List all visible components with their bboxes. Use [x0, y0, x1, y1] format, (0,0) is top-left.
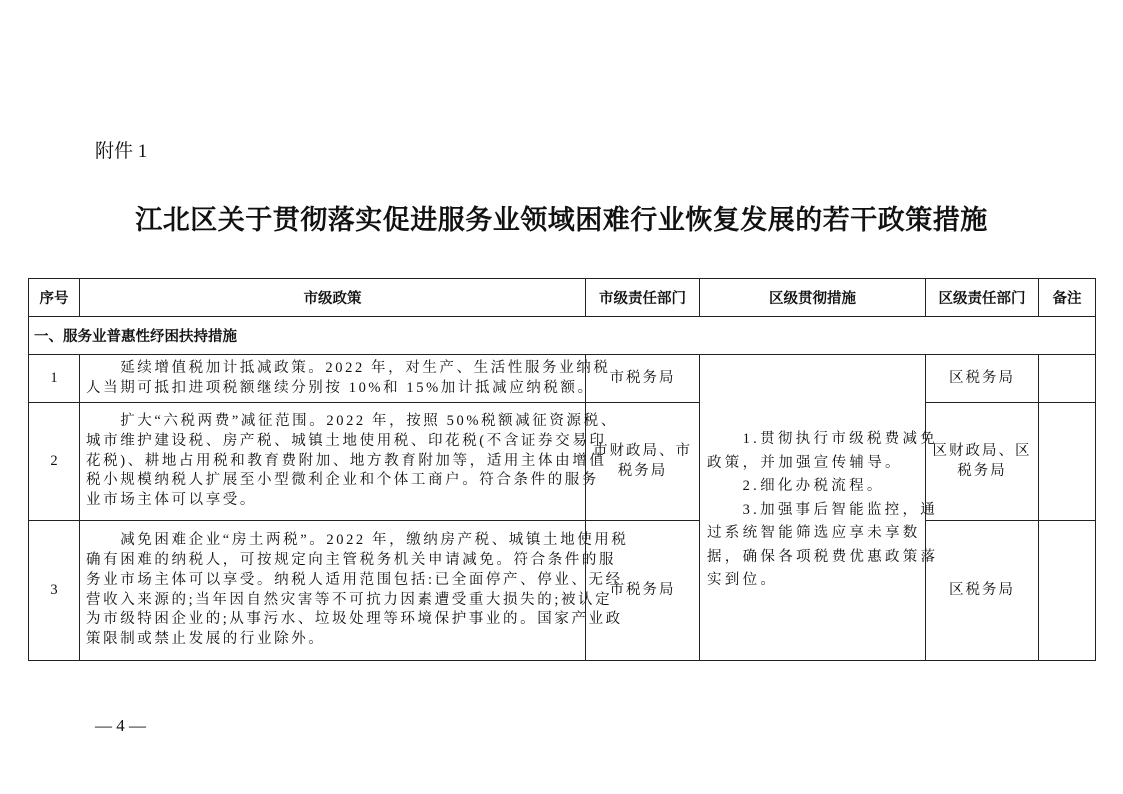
text-line: 市税务局	[609, 369, 676, 386]
document-title: 江北区关于贯彻落实促进服务业领域困难行业恢复发展的若干政策措施	[135, 205, 988, 235]
header-cell: 市级责任部门	[586, 279, 700, 317]
text-line: 市财政局、市	[593, 442, 692, 459]
text-line: 政策，并加强宣传辅导。	[707, 454, 903, 471]
text-line: 人当期可抵扣进项税额继续分别按 10%和 15%加计抵减应纳税额。	[86, 379, 595, 396]
header-cell: 区级责任部门	[926, 279, 1039, 317]
row-number: 2	[29, 403, 80, 521]
attachment-label: 附件 1	[95, 141, 148, 162]
table-row	[29, 355, 1096, 403]
district-dept-cell	[926, 355, 1039, 403]
text-line: 策限制或禁止发展的行业除外。	[86, 630, 326, 647]
district-measures-cell	[700, 355, 939, 661]
text-line: 税务局	[617, 462, 668, 479]
city-policy-cell	[80, 355, 611, 403]
text-line: 1.贯彻执行市级税费减免	[707, 431, 939, 447]
row-number: 1	[29, 355, 80, 403]
text-line: 花税)、耕地占用税和教育费附加、地方教育附加等，适用主体由增值	[86, 452, 607, 469]
note-cell	[1039, 403, 1096, 521]
header-cell: 序号	[29, 279, 80, 317]
text-line: 扩大“六税两费”减征范围。2022 年，按照 50%税额减征资源税、	[86, 413, 618, 430]
policy-table	[28, 278, 1096, 661]
text-line: 城市维护建设税、房产税、城镇土地使用税、印花税(不含证券交易印	[86, 432, 607, 449]
text-line: 区税务局	[949, 581, 1015, 598]
text-line: 为市级特困企业的;从事污水、垃圾处理等环境保护事业的。国家产业政	[86, 611, 623, 628]
page-number: — 4 —	[95, 716, 146, 735]
city-policy-cell	[80, 403, 618, 521]
text-line: 实到位。	[707, 572, 779, 588]
text-line: 业市场主体可以享受。	[86, 492, 257, 509]
text-line: 区税务局	[949, 369, 1015, 386]
section-row	[29, 317, 1096, 355]
text-line: 确有困难的纳税人，可按规定向主管税务机关申请减免。符合条件的服	[86, 552, 617, 569]
text-line: 2.细化办税流程。	[707, 478, 885, 494]
district-dept-cell	[926, 521, 1039, 661]
header-cell: 区级贯彻措施	[700, 279, 926, 317]
note-cell	[1039, 355, 1096, 403]
section-heading: 一、服务业普惠性纾困扶持措施	[29, 317, 1096, 355]
text-line: 营收入来源的;当年因自然灾害等不可抗力因素遭受重大损失的;被认定	[86, 591, 613, 608]
text-line: 延续增值税加计抵减政策。2022 年，对生产、生活性服务业纳税	[86, 359, 611, 376]
table-header-row	[29, 279, 1096, 317]
district-dept-cell	[926, 403, 1039, 521]
text-line: 过系统智能筛选应享未享数	[707, 525, 921, 541]
text-line: 务业市场主体可以享受。纳税人适用范围包括:已全面停产、停业、无经	[86, 571, 623, 588]
text-line: 减免困难企业“房土两税”。2022 年，缴纳房产税、城镇土地使用税	[86, 532, 629, 549]
header-cell: 市级政策	[80, 279, 586, 317]
row-number: 3	[29, 521, 80, 661]
text-line: 3.加强事后智能监控，通	[707, 501, 939, 518]
note-cell	[1039, 521, 1096, 661]
table-row	[29, 521, 1096, 661]
text-line: 市税务局	[609, 581, 676, 598]
text-line: 税小规模纳税人扩展至小型微利企业和个体工商户。符合条件的服务	[86, 472, 599, 489]
text-line: 据，确保各项税费优惠政策落	[707, 548, 939, 565]
text-line: 区财政局、区	[932, 442, 1032, 459]
text-line: 税务局	[957, 462, 1007, 479]
header-cell: 备注	[1039, 279, 1096, 317]
city-policy-cell	[80, 521, 629, 661]
